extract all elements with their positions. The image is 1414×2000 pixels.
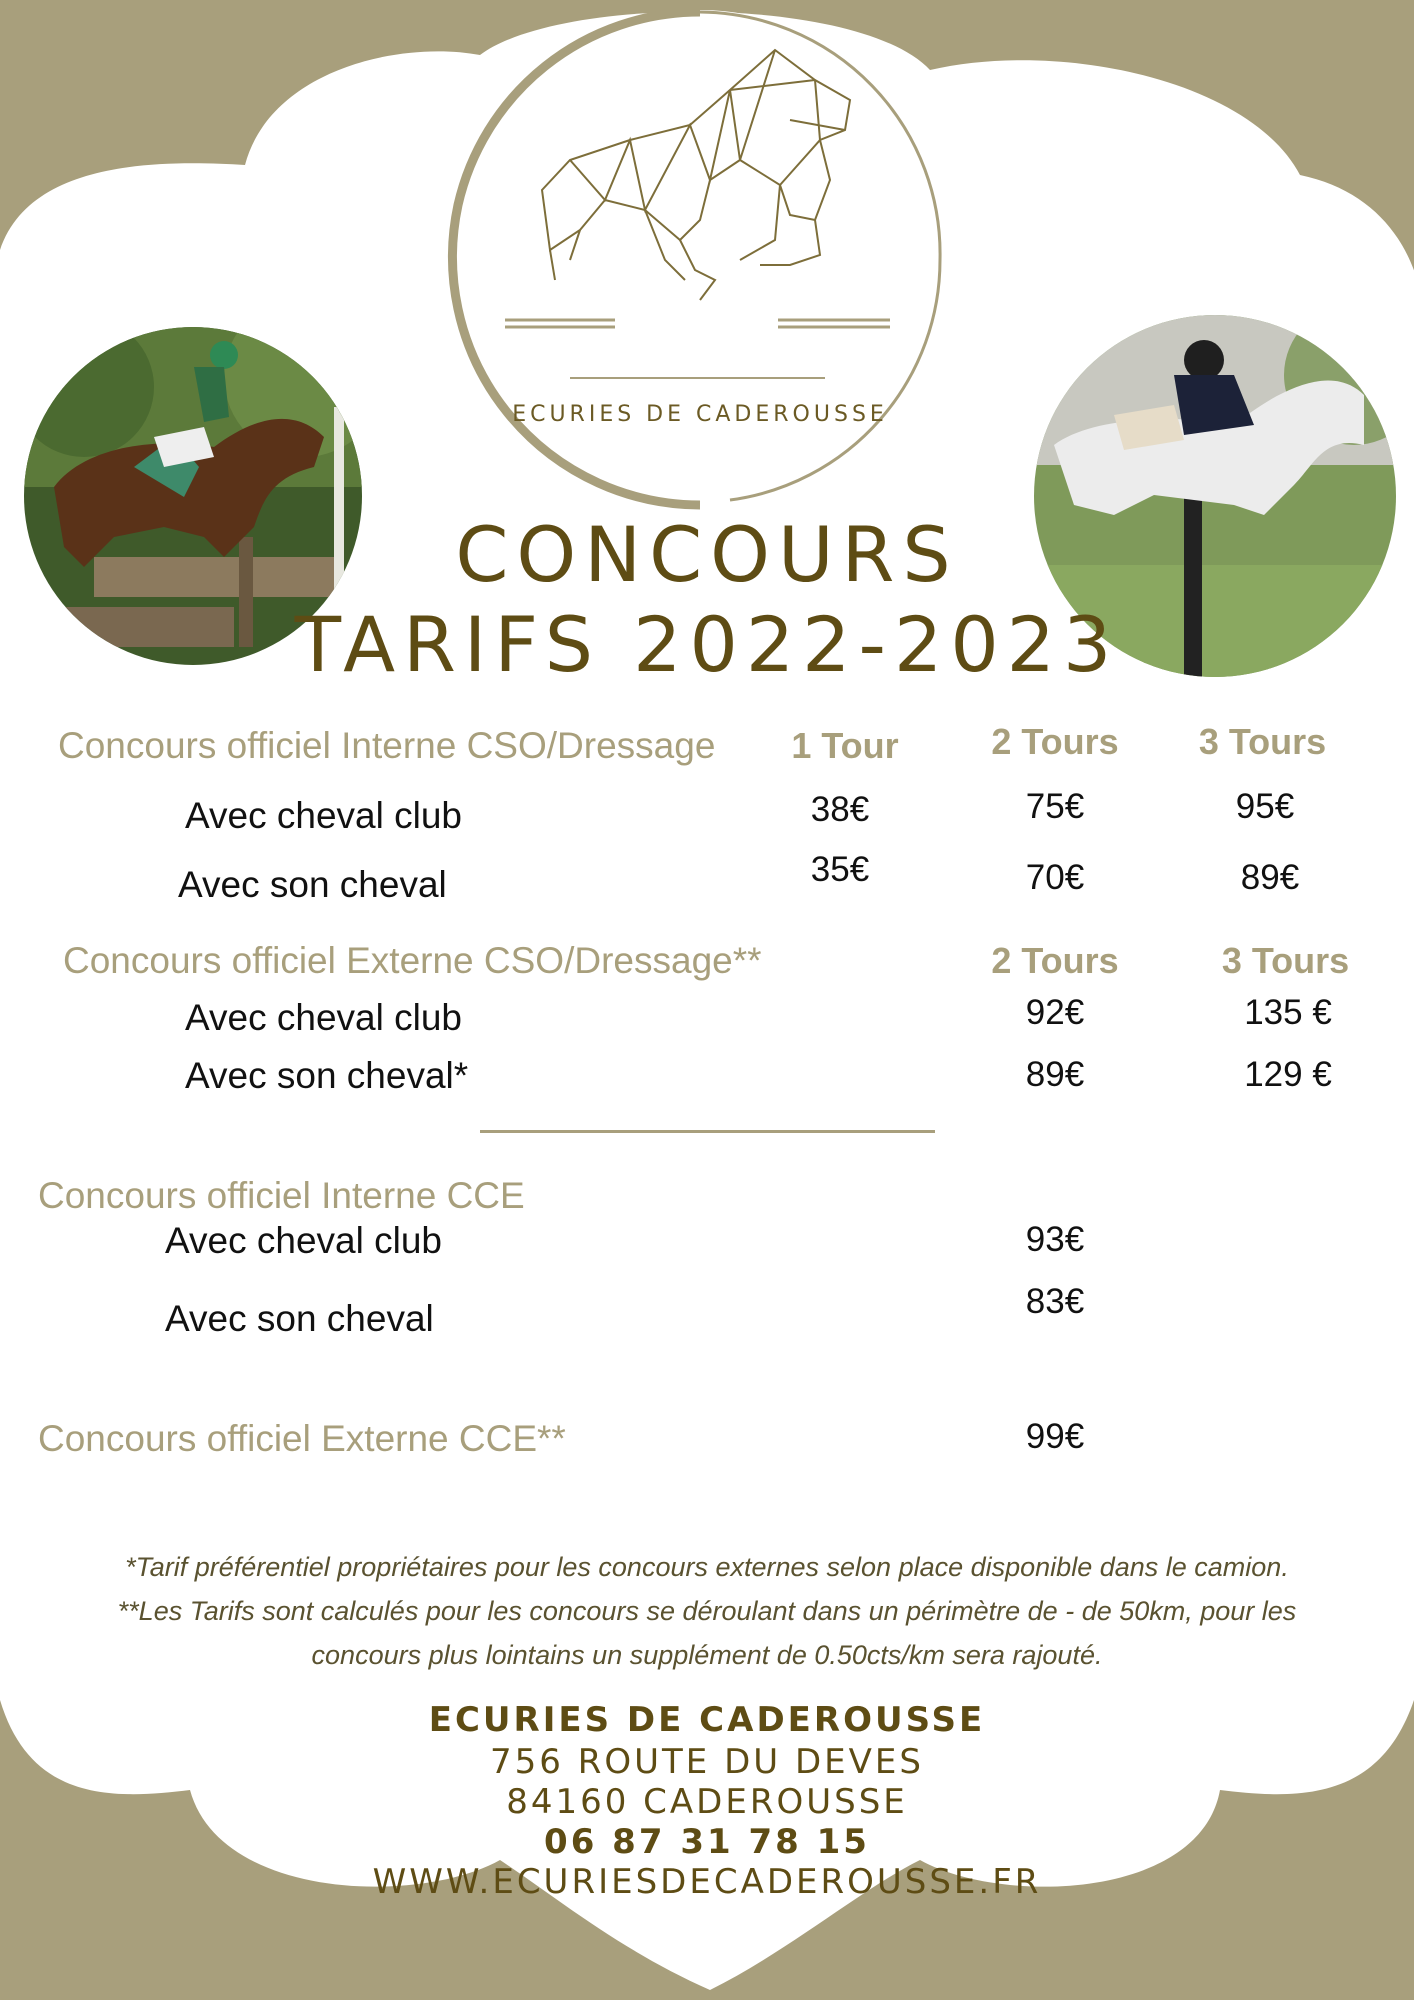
footer-phone: 06 87 31 78 15 — [544, 1822, 870, 1862]
column-header-2-tours: 2 Tours — [991, 721, 1119, 762]
footer-address-1: 756 ROUTE DU DEVES — [490, 1742, 924, 1782]
row-label-cheval-club: Avec cheval club — [165, 1220, 442, 1261]
row-label-son-cheval: Avec son cheval* — [185, 1055, 469, 1096]
note-line: *Tarif préférentiel propriétaires pour les concours externes selon place disponible dans le camion. — [125, 1552, 1289, 1582]
logo-text: ECURIES DE CADEROUSSE — [512, 402, 888, 427]
price-cell: 89€ — [1025, 1055, 1085, 1094]
section-title-cso-interne: Concours officiel Interne CSO/Dressage — [58, 725, 716, 766]
footer-name: ECURIES DE CADEROUSSE — [428, 1700, 986, 1740]
footer-address-2: 84160 CADEROUSSE — [506, 1782, 908, 1822]
note-line: **Les Tarifs sont calculés pour les concours se déroulant dans un périmètre de - de 50km, pour les — [117, 1596, 1297, 1626]
section-title-cce-externe: Concours officiel Externe CCE** — [38, 1418, 566, 1459]
price-cell: 89€ — [1240, 858, 1300, 897]
note-line: concours plus lointains un supplément de 0.50cts/km sera rajouté. — [311, 1640, 1103, 1670]
row-label-son-cheval: Avec son cheval — [165, 1298, 434, 1339]
price-cell: 70€ — [1025, 858, 1085, 897]
title-line-2: TARIFS 2022-2023 — [294, 600, 1120, 689]
row-label-cheval-club: Avec cheval club — [185, 795, 462, 836]
divider — [480, 1130, 935, 1133]
page-title — [0, 510, 1414, 690]
price-cell: 35€ — [810, 850, 870, 889]
column-header-1-tour: 1 Tour — [791, 725, 899, 766]
logo-emblem — [430, 10, 970, 510]
price-cell: 92€ — [1025, 993, 1085, 1032]
price-cell: 95€ — [1235, 787, 1295, 826]
row-label-son-cheval: Avec son cheval — [178, 864, 447, 905]
column-header-2-tours: 2 Tours — [991, 940, 1119, 981]
price-cell: 135 € — [1244, 993, 1332, 1032]
price-cell: 83€ — [1025, 1282, 1085, 1321]
price-cell: 93€ — [1025, 1220, 1085, 1259]
price-cell: 38€ — [810, 790, 870, 829]
row-label-cheval-club: Avec cheval club — [185, 997, 462, 1038]
footer-website: WWW.ECURIESDECADEROUSSE.FR — [372, 1862, 1042, 1902]
price-cell: 129 € — [1244, 1055, 1332, 1094]
section-title-cso-externe: Concours officiel Externe CSO/Dressage** — [63, 940, 762, 981]
column-header-3-tours: 3 Tours — [1198, 721, 1327, 762]
price-cell: 99€ — [1025, 1417, 1085, 1456]
price-cell: 75€ — [1025, 787, 1085, 826]
title-line-1: CONCOURS — [455, 510, 959, 599]
section-title-cce-interne: Concours officiel Interne CCE — [38, 1175, 525, 1216]
column-header-3-tours: 3 Tours — [1221, 940, 1350, 981]
